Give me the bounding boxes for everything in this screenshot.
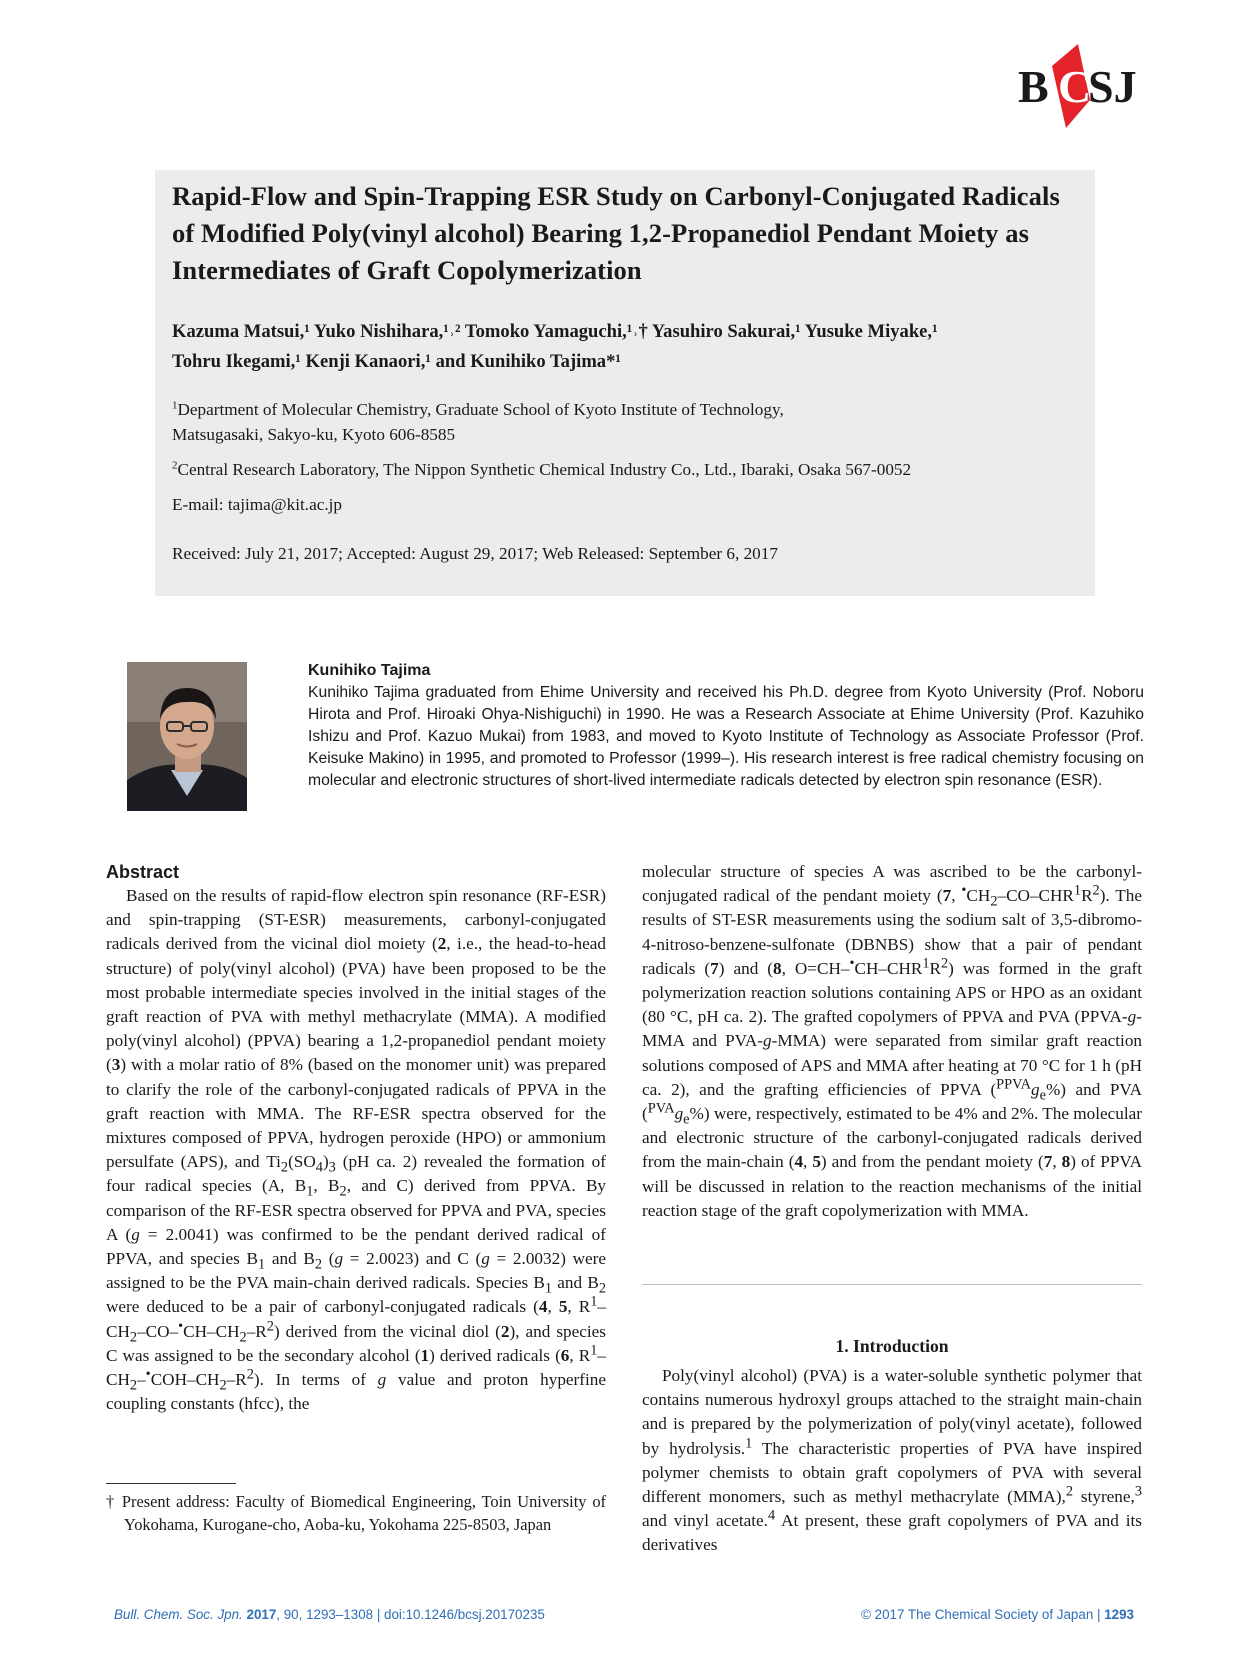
contact-email[interactable]: E-mail: tajima@kit.ac.jp <box>172 495 342 514</box>
footnote <box>106 1490 606 1536</box>
abstract-column-continued <box>642 860 1142 1223</box>
affiliation-2: $^2$Central Research Laboratory, The Nippon Synthetic Chemical Industry Co., Ltd., Ibaraki, Osaka 567-0052 <box>172 459 912 479</box>
bio-paragraph: Kunihiko Tajima graduated from Ehime University and received his Ph.D. degree from Kyoto University (Prof. Noboru Hirota and Prof. Hiroaki Ohya-Nishiguchi) in 1990. He was a Research Associate at Ehime University (Prof. Kazuhiko Ishizu and Prof. Kazuo Mukai) from 1983, and moved to Kyoto Institute of Technology as Associate Professor (Prof. Keisuke Makino) in 1995, and promoted to Professor (1999–). His research interest is free radical chemistry focusing on molecular and electronic structures of short-lived intermediate radicals detected by electron spin resonance (ESR). <box>308 684 1144 789</box>
svg-text:SJ: SJ <box>1088 61 1137 112</box>
section-divider <box>642 1284 1142 1285</box>
abstract-column <box>106 860 606 1416</box>
article-header <box>155 170 1095 596</box>
logo-text: BCSJ <box>1018 54 1021 55</box>
abstract-heading: Abstract <box>106 862 180 882</box>
introduction-heading: 1. Introduction <box>835 1336 949 1356</box>
publication-dates: Received: July 21, 2017; Accepted: August 29, 2017; Web Released: September 6, 2017 <box>172 544 778 563</box>
svg-text:B: B <box>1018 61 1049 112</box>
footnote-rule <box>106 1483 236 1484</box>
footnote-mark: † <box>106 1492 116 1511</box>
copyright-footer: © 2017 The Chemical Society of Japan | 1293 <box>861 1607 1134 1622</box>
author-list <box>172 317 1077 377</box>
author-biography <box>308 660 1144 792</box>
bcsj-logo <box>1018 44 1140 128</box>
affiliation-1: $^1$Department of Molecular Chemistry, Graduate School of Kyoto Institute of Technology, Matsugasaki, Sakyo-ku, Kyoto 606-8585 <box>172 399 784 444</box>
page-number: 1293 <box>1104 1607 1134 1622</box>
bio-author-name: Kunihiko Tajima <box>308 662 431 679</box>
article-title: Rapid-Flow and Spin-Trapping ESR Study on Carbonyl-Conjugated Radicals of Modified Poly(vinyl alcohol) Bearing 1,2-Propanediol Pendant Moiety as Intermediates of Graft Copolymerization <box>172 181 1060 285</box>
authors-line-1: Kazuma Matsui,¹ Yuko Nishihara,¹˒² Tomoko Yamaguchi,¹˒† Yasuhiro Sakurai,¹ Yusuke Miyake,¹ <box>172 321 938 342</box>
abstract-text-part-1: Based on the results of rapid-flow electron spin resonance (RF-ESR) and spin-trapping (ST-ESR) measurements, carbonyl-conjugated radicals derived from the vicinal diol moiety (2, i.e., the head-to-head structure) of poly(vinyl alcohol) (PVA) have been proposed to be the most probable intermediate species involved in the initial stages of the graft reaction of PVA with methyl methacrylate (MMA). A modified poly(vinyl alcohol) (PPVA) bearing a 1,2-propanediol pendant moiety (3) with a molar ratio of 8% (based on the monomer unit) was prepared to clarify the role of the carbonyl-conjugated radicals of PPVA in the graft reaction with MMA. The RF-ESR spectra observed for the mixtures composed of PPVA, hydrogen peroxide (HPO) or ammonium persulfate (APS), and $Ti_2(SO_4)_3$ (pH ca. 2) revealed the formation of four radical species (A, $B_1$, $B_2$, and C) derived from PPVA. By comparison of the RF-ESR spectra observed for PPVA and PVA, species A (g = 2.0041) was confirmed to be the pendant derived radical of PPVA, and species $B_1$ and $B_2$ (g = 2.0023) and C (g = 2.0032) were assigned to be the PVA main-chain derived radicals. Species $B_1$ and $B_2$ were deduced to be a pair of carbonyl-conjugated radicals (4, 5, $R^1-CH_2-CO-^•CH-CH_2-R^2$) derived from the vicinal diol (2), and species C was assigned to be the secondary alcohol (1) derived radicals (6, $R^1-CH_2-^•COH-CH_2-R^2$). In terms of g value and proton hyperfine coupling constants (hfcc), the <box>106 886 607 1414</box>
footnote-text: Present address: Faculty of Biomedical Engineering, Toin University of Yokohama, Kurogane-cho, Aoba-ku, Yokohama 225-8503, Japan <box>121 1492 606 1534</box>
svg-text:C: C <box>1058 61 1092 112</box>
author-photo <box>127 662 247 811</box>
abstract-text-part-2: molecular structure of species A was ascribed to be the carbonyl-conjugated radical of the pendant moiety (7, $^•CH_2-CO-CHR^1R^2$). The results of ST-ESR measurements using the sodium salt of 3,5-dibromo-4-nitroso-benzene-sulfonate (DBNBS) show that a pair of pendant radicals (7) and (8, $O=CH-^•CH-CHR^1R^2$) was formed in the graft polymerization reaction solutions containing APS or HPO as an oxidant (80 °C, pH ca. 2). The grafted copolymers of PPVA and PVA (PPVA-g-MMA and PVA-g-MMA) were separated from similar graft reaction solutions composed of APS and MMA after heating at 70 °C for 1 h (pH ca. 2), and the grafting efficiencies of PPVA $(^{PPVA}g_e\%)$ and PVA $(^{PVA}g_e\%)$ were, respectively, estimated to be 4% and 2%. The molecular and electronic structure of the carbonyl-conjugated radicals derived from the main-chain (4, 5) and from the pendant moiety (7, 8) of PPVA will be discussed in relation to the reaction mechanisms of the initial reaction stage of the graft copolymerization with MMA. <box>642 862 1143 1220</box>
introduction-text: Poly(vinyl alcohol) (PVA) is a water-soluble synthetic polymer that contains numerous hydroxyl groups attached to the straight main-chain and is prepared by the polymerization of poly(vinyl acetate), followed by hydrolysis.$^1$ The characteristic properties of PVA have inspired polymer chemists to obtain graft copolymers of PVA with several different monomers, such as methyl methacrylate (MMA),$^2$ styrene,$^3$ and vinyl acetate.$^4$ At present, these graft copolymers of PVA and its derivatives <box>642 1366 1142 1555</box>
authors-line-2: Tohru Ikegami,¹ Kenji Kanaori,¹ and Kunihiko Tajima*¹ <box>172 351 621 372</box>
citation-footer[interactable]: Bull. Chem. Soc. Jpn. 2017, 90, 1293–1308 | doi:10.1246/bcsj.20170235 <box>114 1607 545 1622</box>
